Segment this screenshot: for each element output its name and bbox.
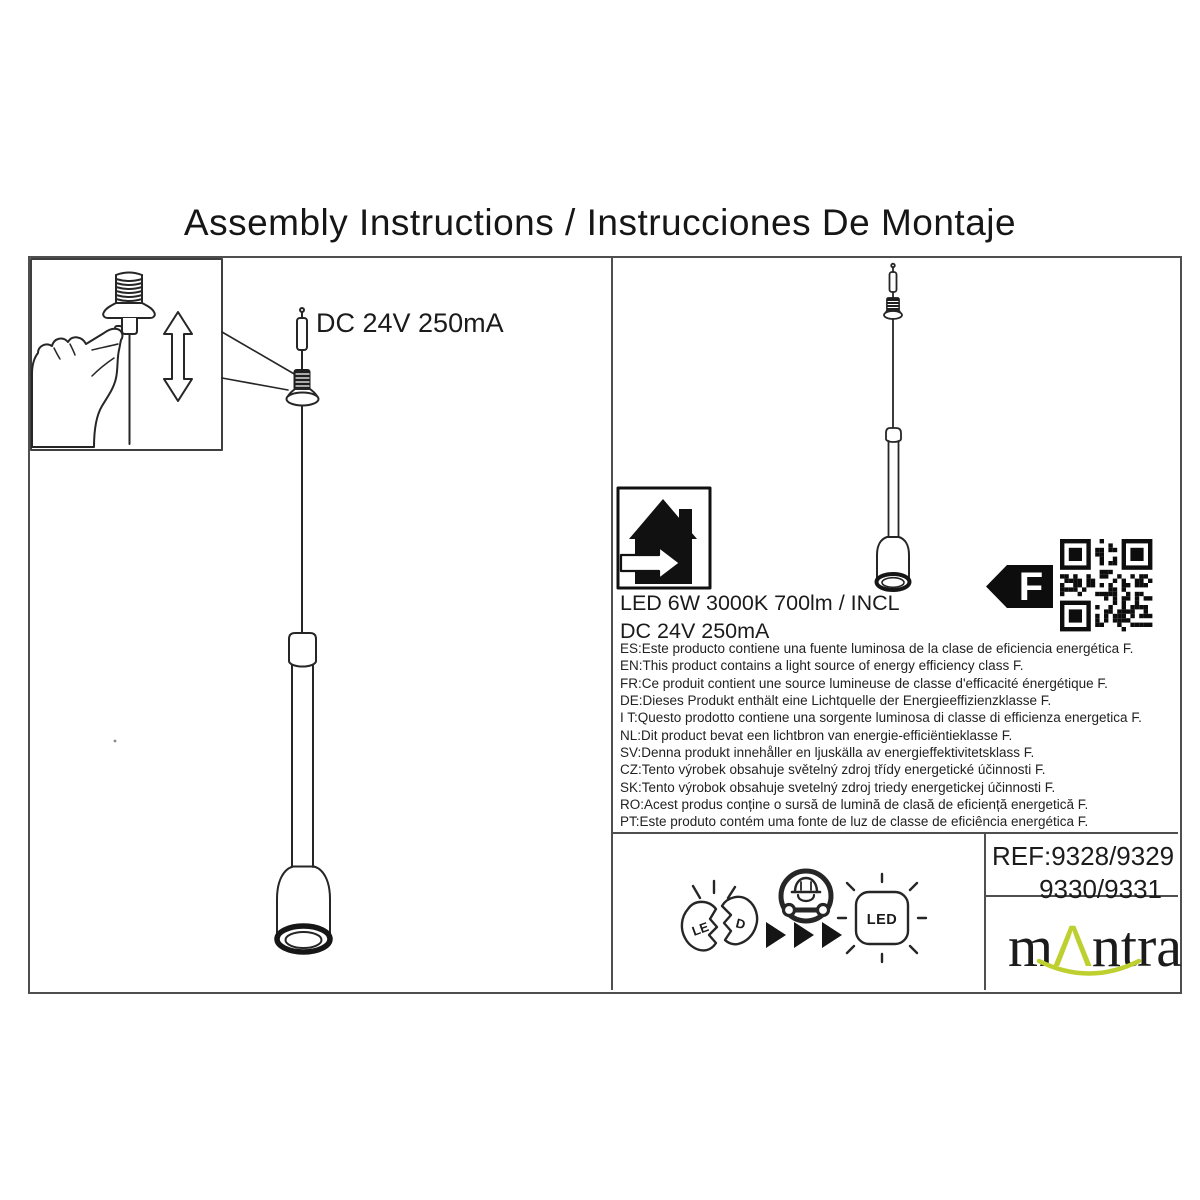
led-icon-label: LED: [866, 912, 898, 928]
page-title: Assembly Instructions / Instrucciones De Montaje: [183, 202, 1017, 243]
up-down-arrow-icon: [164, 312, 192, 401]
language-line: ES:Este producto contiene una fuente luminosa de la clase de eficiencia energética F.: [620, 641, 1134, 656]
spec-line-2: DC 24V 250mA: [620, 618, 770, 643]
reference-numbers: [992, 840, 1175, 906]
energy-class-letter: F: [1018, 565, 1044, 609]
language-line: PT:Este produto contém uma fonte de luz de classe de eficiência energética F.: [620, 814, 1089, 830]
logo-text-prefix: m: [1007, 914, 1054, 979]
cable-gripper: [287, 370, 319, 406]
language-line: DE:Dieses Produkt enthält eine Lichtquelle der Energieeffizienzklasse F.: [620, 693, 1052, 709]
broken-led-icon: [682, 881, 757, 950]
technician-icon: [766, 871, 842, 948]
logo-text-suffix: ntra: [1091, 914, 1183, 979]
language-line: FR:Ce produit contient une source lumineuse de classe d'efficacité énergétique F.: [620, 675, 1108, 691]
ref-line-2: 9330/9331: [1039, 874, 1162, 904]
threaded-stud-icon: [103, 273, 155, 336]
energy-class-statements: [620, 640, 1142, 831]
print-speck: [114, 740, 117, 743]
language-line: I T:Questo prodotto contiene una sorgente luminosa di classe di efficienza energetica F.: [620, 710, 1142, 726]
language-line: CZ:Tento výrobek obsahuje světelný zdroj třídy energetické účinnosti F.: [620, 762, 1046, 778]
logo-arc: [1033, 958, 1145, 986]
language-line: NL:Dit product bevat een lichtbron van energie-efficiëntieklasse F.: [620, 727, 1013, 743]
language-line: EN:This product contains a light source of energy efficiency class F.: [620, 658, 1024, 674]
broken-led-text-right: D: [734, 915, 748, 933]
qr-code: [1060, 539, 1152, 631]
right-lamp-drawing: [877, 264, 910, 590]
led-module-icon: [838, 874, 926, 962]
power-spec-label: DC 24V 250mA: [316, 308, 504, 338]
diagram-frame: [28, 256, 1182, 994]
lamp-specs: [620, 590, 900, 645]
energy-class-arrow: [986, 565, 1053, 609]
ref-line-1: REF:9328/9329: [992, 841, 1175, 871]
language-line: RO:Acest produs conține o sursă de lumină de clasă de eficiență energetică F.: [620, 797, 1089, 813]
spec-line-1: LED 6W 3000K 700lm / INCL: [620, 591, 900, 615]
height-adjustment-inset: [31, 259, 296, 450]
language-line: SV:Denna produkt innehåller en ljuskälla av energieffektivitetsklass F.: [620, 745, 1035, 761]
indoor-use-icon: [618, 488, 710, 588]
broken-led-text-left: LE: [689, 919, 711, 939]
logo-lambda: Λ: [1053, 914, 1092, 979]
hand-icon: [32, 329, 122, 447]
language-line: SK:Tento výrobok obsahuje svetelný zdroj triedy energetickej účinnosti F.: [620, 779, 1056, 795]
forward-arrows-icon: [766, 922, 842, 948]
